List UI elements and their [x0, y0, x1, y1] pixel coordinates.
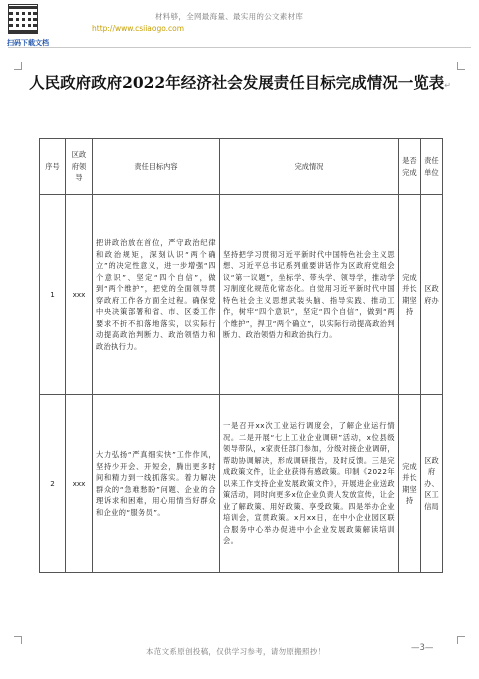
table-header-row: [40, 139, 443, 195]
header-target: 责任目标内容: [93, 139, 220, 195]
paragraph-mark-icon: ↵: [444, 81, 451, 90]
document-title: [14, 70, 466, 99]
header-resp: 责任单位: [421, 139, 443, 195]
responsibility-target-table: [39, 138, 443, 573]
header-slogan: 材料够，全网最海量、最实用的公文素材库: [155, 12, 304, 21]
footer-disclaimer: 本范文系原创投稿，仅供学习参考，请勿原搬照抄！: [146, 647, 326, 656]
cell-done: 完成并长期坚持: [399, 395, 421, 573]
cell-status: 一是召开xx次工业运行调度会，了解企业运行情况。二是开展“七上工业企业调研”活动，x位县级领导带队，x家责任部门参加，分级对接企业调研，帮助协调解决，形成调研报告，及时反馈。三是完成政策文件，让企业获得有感政策。印制《2022年以来工作支持企业发展政策文件》，开展进企业送政策活动，同时向更多x位企业负责人发放宣传，让企业了解政策、用好政策、享受政策。四是举办企业培训会，宣贯政策。x月xx日，在中小企业园区联合服务中心举办促进中小企业发展政策解读培训会。: [220, 395, 399, 573]
header-status: 完成情况: [220, 139, 399, 195]
corner-mark-bottom-left: [14, 636, 22, 644]
corner-mark-bottom-right: [457, 636, 465, 644]
cell-no: 1: [40, 195, 66, 395]
cell-dept: xxx: [66, 195, 93, 395]
corner-mark-top-right: [457, 62, 465, 70]
table-row: [40, 395, 443, 573]
cell-status: 坚持把学习贯彻习近平新时代中国特色社会主义思想、习近平总书记系列重要讲话作为区政府党组会议“第一议题”，坐标学、带头学、领导学，推动学习制度化规范化常态化。自觉用习近平新时代中国特色社会主义思想武装头脑、指导实践、推动工作，树牢“四个意识”，坚定“四个自信”，做到“两个维护”，捍卫“两个确立”，以实际行动提高政治判断力、政治领悟力和政治执行力。: [220, 195, 399, 395]
scan-download-link[interactable]: 扫码下载文档: [7, 39, 49, 47]
page-number: —3—: [411, 643, 434, 653]
header-divider: [8, 47, 471, 48]
corner-mark-top-left: [14, 62, 22, 70]
qr-code-icon[interactable]: [8, 4, 38, 34]
cell-resp: 区政府办、区工信局: [421, 395, 443, 573]
cell-no: 2: [40, 395, 66, 573]
cell-dept: xxx: [66, 395, 93, 573]
cell-target: 把讲政治放在首位，严守政治纪律和政治规矩，深刻认识“两个确立”的决定性意义，进一步增强“四个意识”、坚定“四个自信”，做到“两个维护”，把党的全面领导贯穿政府工作各方面全过程。确保党中央决策部署和省、市、区委工作要求不折不扣落地落实，以实际行动提高政治判断力、政治领悟力和政治执行力。: [93, 195, 220, 395]
header-no: 序号: [40, 139, 66, 195]
header-done: 是否完成: [399, 139, 421, 195]
cell-resp: 区政府办: [421, 195, 443, 395]
title-text: 人民政府政府2022年经济社会发展责任目标完成情况一览表: [29, 73, 445, 92]
table-row: [40, 195, 443, 395]
header-url-link[interactable]: http://www.csiiaogo.com: [92, 24, 185, 33]
cell-done: 完成并长期坚持: [399, 195, 421, 395]
header-dept: 区政府领导: [66, 139, 93, 195]
cell-target: 大力弘扬“严真细实快”工作作风，坚持少开会、开短会，腾出更多时间和精力到一线抓落实。着力解决群众的“急难愁盼”问题、企业的合理诉求和困难，用心用情当好群众和企业的“服务员”。: [93, 395, 220, 573]
